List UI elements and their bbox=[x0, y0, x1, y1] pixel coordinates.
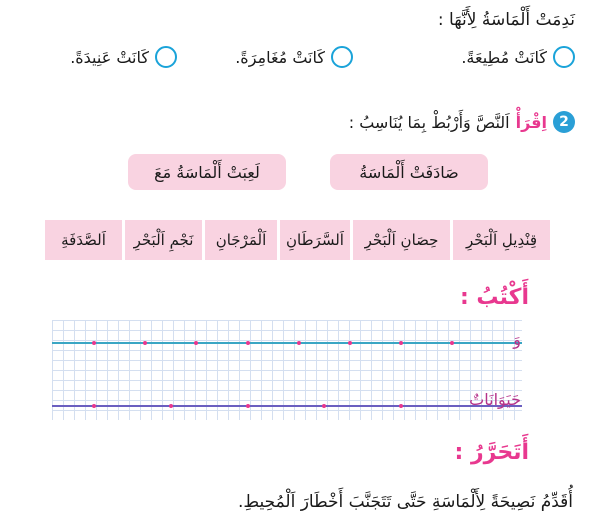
free-writing-heading: أَتَحَرَّرُ : bbox=[454, 440, 529, 465]
model-word-2: حَيَوَانَاتٌ bbox=[469, 390, 521, 409]
word-cell-3[interactable]: اَلسَّرَطَانِ bbox=[280, 220, 353, 260]
guide-dot bbox=[169, 404, 173, 408]
model-word-1: وَ bbox=[513, 330, 521, 349]
radio-circle-icon[interactable] bbox=[553, 46, 575, 68]
guide-dot bbox=[322, 404, 326, 408]
guide-dot bbox=[92, 341, 96, 345]
guide-dot bbox=[399, 404, 403, 408]
choice-3-label: كَانَتْ عَنِيدَةً. bbox=[70, 47, 149, 67]
instruction-verb: اِقْرَأْ bbox=[515, 112, 547, 132]
guide-dot bbox=[92, 404, 96, 408]
word-cell-6[interactable]: اَلصَّدَفَةِ bbox=[45, 220, 125, 260]
guide-dot bbox=[297, 341, 301, 345]
guide-dot bbox=[194, 341, 198, 345]
instruction-text: اَلنَّصَّ وَأَرْبُطْ بِمَا يُنَاسِبُ : bbox=[348, 112, 510, 132]
exercise1-prompt: نَدِمَتْ أَلْمَاسَةُ لِأَنَّهَا : bbox=[437, 10, 575, 30]
choice-3[interactable] bbox=[70, 46, 177, 68]
word-cell-5[interactable]: نَجْمِ اَلْبَحْرِ bbox=[125, 220, 205, 260]
guide-dot bbox=[450, 341, 454, 345]
choice-2-label: كَانَتْ مُغَامِرَةً. bbox=[235, 47, 325, 67]
guide-dot bbox=[246, 341, 250, 345]
match-target-2[interactable]: لَعِبَتْ أَلْمَاسَةُ مَعَ bbox=[128, 154, 286, 190]
writing-heading: أَكْتُبُ : bbox=[459, 285, 529, 310]
guide-dot bbox=[348, 341, 352, 345]
radio-circle-icon[interactable] bbox=[331, 46, 353, 68]
word-cell-1[interactable]: قِنْدِيلِ اَلْبَحْرِ bbox=[453, 220, 553, 260]
radio-circle-icon[interactable] bbox=[155, 46, 177, 68]
writing-baseline-2 bbox=[52, 405, 522, 407]
guide-dot bbox=[143, 341, 147, 345]
choice-1[interactable] bbox=[461, 46, 575, 68]
match-target-1[interactable]: صَادَفَتْ أَلْمَاسَةُ bbox=[330, 154, 488, 190]
choice-2[interactable] bbox=[235, 46, 353, 68]
word-cell-2[interactable]: حِصَانِ اَلْبَحْرِ bbox=[353, 220, 453, 260]
free-writing-text: أُقَدِّمُ نَصِيحَةً لِأَلْمَاسَةِ حَتَّى تَتَجَنَّبَ أَخْطَارَ اَلْمُحِيطِ. bbox=[237, 492, 573, 512]
choice-1-label: كَانَتْ مُطِيعَةً. bbox=[461, 47, 547, 67]
exercise-number-badge: 2 bbox=[553, 111, 575, 133]
word-cell-4[interactable]: اَلْمَرْجَانِ bbox=[205, 220, 280, 260]
exercise2-instruction bbox=[349, 111, 575, 133]
guide-dot bbox=[399, 341, 403, 345]
guide-dot bbox=[246, 404, 250, 408]
